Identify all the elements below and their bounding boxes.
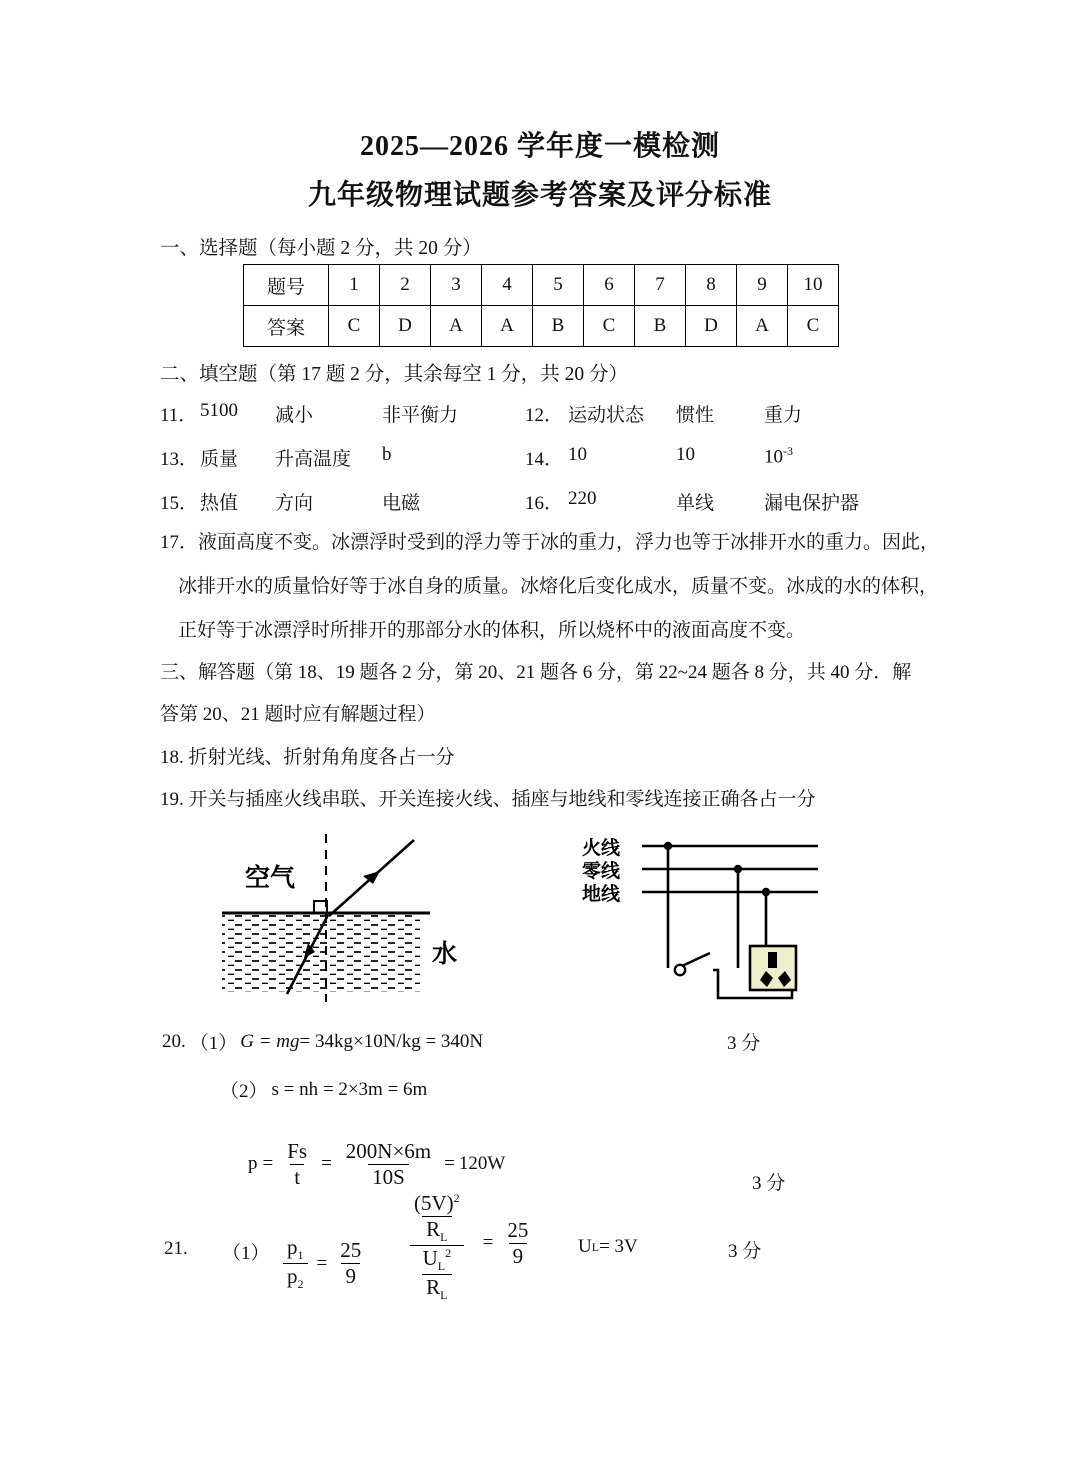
- q21-ratio-num-sub: 1: [297, 1248, 304, 1263]
- q20-power-eq3: =: [444, 1153, 455, 1175]
- ground-junction-dot: [762, 888, 770, 896]
- fib-answer-12c: 重力: [764, 405, 803, 426]
- q21-outer-numerator: [401, 1192, 473, 1245]
- q20-power-eq1: =: [262, 1153, 274, 1175]
- table-cell-qnum: 4: [482, 265, 533, 306]
- q21-ratio-equals: =: [316, 1252, 328, 1274]
- fib-answer-12b: 惯性: [676, 405, 715, 426]
- q21-part1-label: （1）: [222, 1243, 270, 1264]
- q21-number-wrap: [164, 1238, 188, 1260]
- q21-result: [578, 1236, 638, 1258]
- table-header-answer: 答案: [244, 306, 329, 347]
- fillblank-row-13-14: [160, 444, 960, 470]
- q20-power-symbol: p: [248, 1153, 258, 1175]
- fib-answer-15c: 电磁: [382, 493, 421, 514]
- q21-inner-bot-num-base: U: [422, 1245, 438, 1270]
- q20-part1-label: （1）: [189, 1033, 238, 1054]
- refraction-diagram: [200, 822, 530, 1012]
- table-cell-qnum: 8: [686, 265, 737, 306]
- table-cell-qnum: 10: [788, 265, 839, 306]
- q21-inner-bot-den-sub: L: [440, 1288, 448, 1303]
- table-cell-answer: A: [737, 306, 788, 347]
- q21-compound-fraction: [396, 1192, 537, 1302]
- q17-line-2: 冰排开水的质量恰好等于冰自身的质量。冰熔化后变化成水，质量不变。冰成的水的体积，: [178, 576, 939, 597]
- q21-inner-top-denominator: [422, 1216, 451, 1244]
- q19-score: 3 分: [727, 1033, 761, 1054]
- q21-compound-value-denominator: 9: [509, 1243, 528, 1268]
- q20-power-result: 120W: [458, 1153, 506, 1175]
- fib-answer-12a: 运动状态: [568, 405, 645, 426]
- q21-part1-label-wrap: [222, 1238, 270, 1265]
- q21-compound-value-numerator: 25: [507, 1217, 529, 1242]
- table-cell-answer: C: [788, 306, 839, 347]
- live-junction-dot: [664, 842, 672, 850]
- q21-fraction-p1-p2: [283, 1236, 308, 1291]
- q20-fraction-fs-t: [283, 1140, 311, 1188]
- q20-frac1-numerator: Fs: [287, 1139, 308, 1163]
- q21-inner-bot-num-exp: 2: [445, 1245, 452, 1260]
- q21-fraction-25-9: [336, 1239, 365, 1287]
- q21-inner-bot-num-sub: L: [437, 1259, 446, 1273]
- table-cell-qnum: 5: [533, 265, 584, 306]
- q21-result-symbol: U: [578, 1236, 592, 1257]
- label-neutral-wire: 零线: [582, 860, 621, 882]
- fib-answer-14c-base: 10: [764, 446, 783, 468]
- q21-inner-top-den-base: R: [426, 1216, 441, 1241]
- q21-number: 21.: [164, 1238, 188, 1259]
- switch-lever: [682, 953, 710, 966]
- q20-part2-formula: s = nh = 2×3m = 6m: [271, 1078, 428, 1100]
- socket-circuit-diagram: [570, 828, 880, 1013]
- q20-power-formula: [248, 1140, 505, 1188]
- table-cell-answer: B: [533, 306, 584, 347]
- fib-answer-13b: 升高温度: [275, 449, 352, 470]
- table-cell-qnum: 7: [635, 265, 686, 306]
- fib-answer-11c: 非平衡力: [382, 405, 459, 426]
- fib-number-11: 11．: [160, 405, 198, 426]
- q21-ratio-den-sub: 2: [297, 1277, 304, 1292]
- q21-ratio-denominator: [283, 1263, 308, 1291]
- q21-inner-fraction-top: [410, 1192, 464, 1244]
- fib-answer-14b: 10: [676, 444, 695, 465]
- fib-answer-15a: 热值: [200, 493, 239, 514]
- section-heading-choice: 一、选择题（每小题 2 分，共 20 分）: [160, 238, 482, 259]
- q21-inner-top-den-sub: L: [440, 1229, 448, 1244]
- table-cell-qnum: 1: [329, 265, 380, 306]
- fib-number-12: 12．: [525, 405, 564, 426]
- q20-score: 3 分: [752, 1173, 786, 1194]
- section-heading-solve-line2: 答第 20、21 题时应有解题过程）: [160, 704, 436, 725]
- q20-frac1-denominator: t: [290, 1164, 304, 1189]
- q21-inner-fraction-bottom: [419, 1247, 456, 1302]
- q19-answer: 19. 开关与插座火线串联、开关连接火线、插座与地线和零线连接正确各占一分: [160, 789, 816, 810]
- q17-line-1: 17．液面高度不变。冰漂浮时受到的浮力等于冰的重力，浮力也等于冰排开水的重力。因此，: [160, 532, 940, 553]
- q20-part1-formula-italic: G = mg: [240, 1030, 300, 1052]
- fib-answer-11a: 5100: [200, 400, 238, 421]
- table-cell-qnum: 2: [380, 265, 431, 306]
- q20-power-eq2: =: [321, 1153, 332, 1175]
- section-heading-solve-line1: 三、解答题（第 18、19 题各 2 分，第 20、21 题各 6 分，第 22~24 题各 8 分，共 40 分．解: [160, 662, 912, 683]
- q20-part2-label: （2）: [220, 1081, 268, 1102]
- table-cell-answer: D: [380, 306, 431, 347]
- q21-inner-bot-denominator: [422, 1274, 451, 1302]
- fib-answer-13c: b: [382, 444, 392, 465]
- fib-number-16: 16．: [525, 493, 564, 514]
- q18-answer: 18. 折射光线、折射角角度各占一分: [160, 747, 455, 768]
- q21-ratio-num-base: p: [287, 1235, 298, 1259]
- page-title-line1: 2025—2026 学年度一模检测: [359, 131, 720, 162]
- table-cell-answer: A: [431, 306, 482, 347]
- fib-answer-16a: 220: [568, 488, 597, 509]
- q21-ratio-value-denominator: 9: [341, 1263, 360, 1288]
- q21-ratio-numerator: [283, 1236, 308, 1263]
- q21-compound-value-fraction: [503, 1219, 532, 1267]
- q20-part2: [220, 1076, 427, 1103]
- fib-answer-14c: [764, 444, 793, 468]
- table-cell-qnum: 9: [737, 265, 788, 306]
- fib-answer-14a: 10: [568, 444, 587, 465]
- q21-ratio-value-numerator: 25: [340, 1238, 362, 1263]
- refraction-diagram-svg: [200, 822, 530, 1012]
- page-title-line2: 九年级物理试题参考答案及评分标准: [307, 180, 772, 211]
- q21-inner-top-num-base: (5V): [414, 1191, 454, 1215]
- neutral-junction-dot: [734, 865, 742, 873]
- fib-answer-13a: 质量: [200, 449, 239, 470]
- label-water: 水: [432, 939, 458, 968]
- socket-prong-top: [768, 952, 777, 968]
- fillblank-row-11-12: [160, 400, 960, 426]
- table-cell-answer: B: [635, 306, 686, 347]
- table-row-question-numbers: [244, 265, 839, 306]
- q20-frac2-denominator: 10S: [368, 1164, 409, 1189]
- q21-power-ratio: [278, 1236, 370, 1291]
- section-heading-fillblank: 二、填空题（第 17 题 2 分，其余每空 1 分，共 20 分）: [160, 364, 629, 385]
- q20-fraction-values: [342, 1140, 435, 1188]
- table-row-answers: [244, 306, 839, 347]
- fib-number-14: 14．: [525, 449, 564, 470]
- fib-answer-16c: 漏电保护器: [764, 493, 860, 514]
- table-cell-qnum: 3: [431, 265, 482, 306]
- q21-inner-bot-den-base: R: [426, 1274, 441, 1299]
- label-ground-wire: 地线: [582, 883, 621, 905]
- q20-number: 20.: [162, 1030, 186, 1052]
- q20-frac2-numerator: 200N×6m: [345, 1139, 432, 1163]
- table-cell-answer: D: [686, 306, 737, 347]
- table-cell-answer: A: [482, 306, 533, 347]
- q21-result-sub: L: [591, 1239, 600, 1254]
- fib-number-15: 15．: [160, 493, 199, 514]
- q21-outer-fraction: [401, 1192, 473, 1302]
- table-cell-answer: C: [329, 306, 380, 347]
- fib-answer-11b: 减小: [275, 405, 314, 426]
- fib-answer-15b: 方向: [275, 493, 314, 514]
- q21-inner-top-numerator: [410, 1192, 464, 1216]
- label-air: 空气: [245, 863, 296, 892]
- table-header-question: 题号: [244, 265, 329, 306]
- label-live-wire: 火线: [582, 837, 621, 859]
- table-cell-answer: C: [584, 306, 635, 347]
- q17-line-3: 正好等于冰漂浮时所排开的那部分水的体积，所以烧杯中的液面高度不变。: [178, 620, 806, 641]
- q20-part1: [162, 1028, 483, 1055]
- fib-answer-16b: 单线: [676, 493, 715, 514]
- q21-ratio-den-base: p: [287, 1264, 298, 1289]
- q21-inner-bot-numerator: [419, 1247, 456, 1274]
- fib-number-13: 13．: [160, 449, 199, 470]
- q21-outer-denominator: [410, 1245, 465, 1302]
- choice-answer-table: [243, 264, 839, 347]
- q21-result-rest: = 3V: [599, 1236, 638, 1257]
- q21-score: 3 分: [728, 1241, 762, 1262]
- fib-answer-14c-exponent: -3: [783, 444, 793, 458]
- table-cell-qnum: 6: [584, 265, 635, 306]
- q20-part1-formula-rest: = 34kg×10N/kg = 340N: [299, 1030, 484, 1052]
- q21-inner-top-num-exp: 2: [453, 1191, 460, 1205]
- socket-circuit-svg: [570, 828, 880, 1013]
- fillblank-row-15-16: [160, 488, 960, 514]
- q21-compound-equals: =: [482, 1232, 494, 1254]
